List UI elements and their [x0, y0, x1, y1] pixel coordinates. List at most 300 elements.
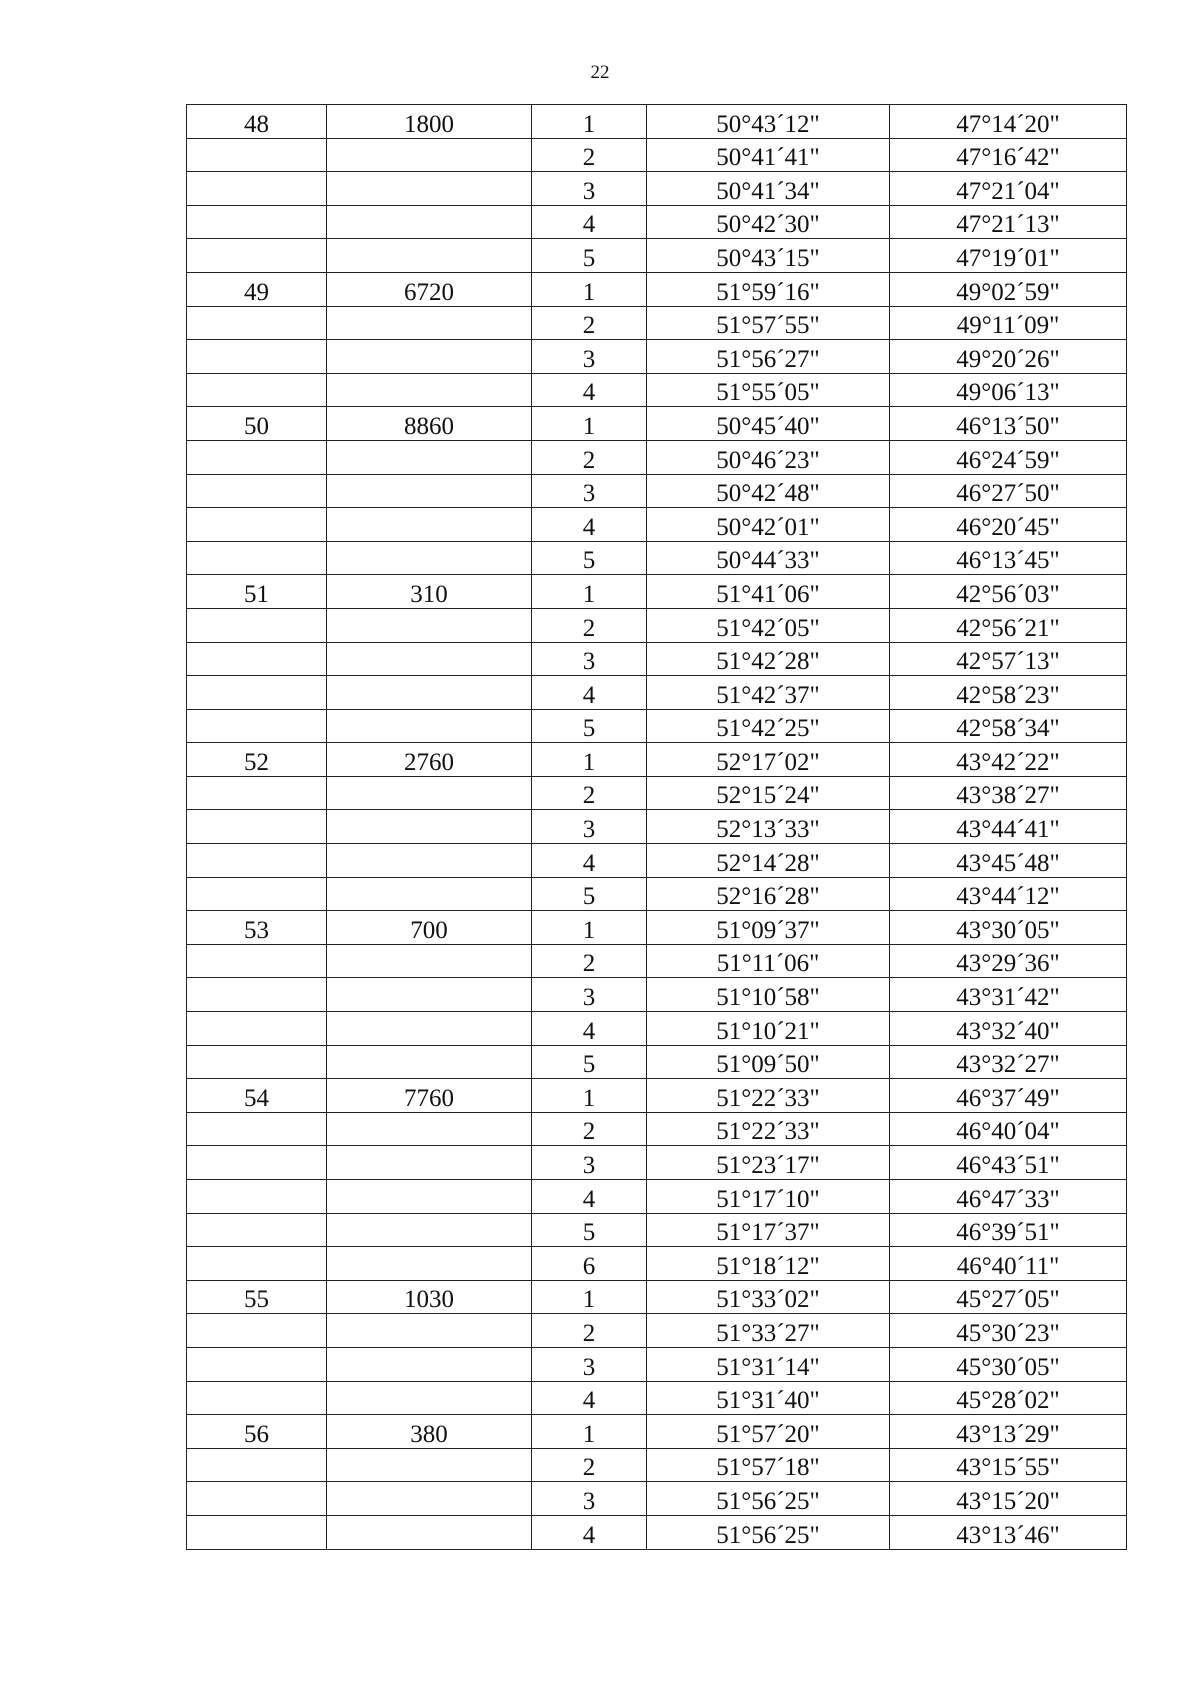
table-row [187, 642, 1127, 676]
table-row [187, 743, 1127, 777]
point-number-cell-text: 5 [582, 1051, 596, 1079]
area-cell [327, 272, 532, 306]
point-number-cell-text: 4 [582, 1185, 596, 1213]
plot-number-cell [187, 676, 327, 710]
plot-number-cell [187, 877, 327, 911]
point-number-cell-text: 4 [582, 1387, 596, 1415]
table-row [187, 1347, 1127, 1381]
point-number-cell-text: 3 [582, 345, 596, 373]
latitude-cell-text: 51°17´10" [716, 1185, 820, 1213]
latitude-cell [647, 1482, 890, 1516]
point-number-cell [532, 944, 647, 978]
point-number-cell [532, 877, 647, 911]
plot-number-cell [187, 1280, 327, 1314]
area-cell [327, 205, 532, 239]
table-row [187, 944, 1127, 978]
point-number-cell [532, 138, 647, 172]
latitude-cell-text: 51°09´37" [716, 916, 820, 944]
area-cell-text: 8860 [404, 412, 454, 440]
point-number-cell-text: 5 [582, 883, 596, 911]
plot-number-cell [187, 810, 327, 844]
plot-number-cell-text: 52 [244, 748, 269, 776]
latitude-cell [647, 1180, 890, 1214]
latitude-cell-text: 51°11´06" [716, 950, 820, 978]
point-number-cell [532, 1146, 647, 1180]
point-number-cell-text: 3 [582, 1152, 596, 1179]
latitude-cell [647, 676, 890, 710]
latitude-cell [647, 1347, 890, 1381]
plot-number-cell [187, 911, 327, 945]
point-number-cell-text: 4 [582, 1521, 596, 1549]
longitude-cell-text: 46°27´50" [956, 480, 1060, 508]
point-number-cell-text: 4 [582, 379, 596, 407]
plot-number-cell-text: 48 [244, 110, 269, 138]
point-number-cell [532, 407, 647, 441]
latitude-cell-text: 51°56´27" [716, 345, 820, 373]
table-row [187, 810, 1127, 844]
area-cell [327, 474, 532, 508]
point-number-cell [532, 1180, 647, 1214]
point-number-cell [532, 172, 647, 206]
latitude-cell-text: 51°10´21" [716, 1017, 820, 1045]
table-row [187, 1012, 1127, 1046]
area-cell [327, 608, 532, 642]
plot-number-cell-text: 54 [244, 1084, 269, 1112]
longitude-cell-text: 47°19´01" [956, 244, 1060, 272]
longitude-cell-text: 47°14´20" [956, 110, 1060, 138]
plot-number-cell-text: 49 [244, 278, 269, 306]
table-row [187, 1280, 1127, 1314]
plot-number-cell [187, 306, 327, 340]
table-row [187, 440, 1127, 474]
point-number-cell [532, 1448, 647, 1482]
point-number-cell [532, 474, 647, 508]
latitude-cell-text: 51°33´27" [716, 1319, 820, 1347]
longitude-cell-text: 45°27´05" [956, 1286, 1060, 1314]
longitude-cell-text: 46°47´33" [956, 1185, 1060, 1213]
longitude-cell-text: 43°44´41" [956, 816, 1060, 844]
longitude-cell-text: 43°15´55" [956, 1454, 1060, 1482]
plot-number-cell [187, 272, 327, 306]
table-row [187, 844, 1127, 878]
longitude-cell-text: 46°24´59" [956, 446, 1060, 474]
longitude-cell [890, 1415, 1127, 1449]
point-number-cell [532, 709, 647, 743]
plot-number-cell [187, 1213, 327, 1247]
table-row [187, 205, 1127, 239]
latitude-cell [647, 105, 890, 139]
point-number-cell-text: 4 [582, 849, 596, 877]
latitude-cell [647, 474, 890, 508]
latitude-cell [647, 1515, 890, 1549]
longitude-cell-text: 43°15´20" [956, 1487, 1060, 1515]
longitude-cell-text: 42°56´21" [956, 614, 1060, 642]
area-cell [327, 138, 532, 172]
latitude-cell-text: 51°18´12" [716, 1252, 820, 1280]
area-cell [327, 373, 532, 407]
point-number-cell [532, 1213, 647, 1247]
point-number-cell-text: 3 [582, 177, 596, 205]
latitude-cell [647, 1146, 890, 1180]
area-cell [327, 1280, 532, 1314]
point-number-cell [532, 373, 647, 407]
longitude-cell-text: 45°28´02" [956, 1387, 1060, 1415]
plot-number-cell [187, 1012, 327, 1046]
plot-number-cell [187, 608, 327, 642]
latitude-cell-text: 51°42´37" [716, 681, 820, 709]
latitude-cell [647, 373, 890, 407]
plot-number-cell [187, 373, 327, 407]
latitude-cell [647, 306, 890, 340]
latitude-cell-text: 50°46´23" [716, 446, 820, 474]
area-cell [327, 172, 532, 206]
area-cell [327, 911, 532, 945]
area-cell [327, 440, 532, 474]
longitude-cell [890, 508, 1127, 542]
latitude-cell [647, 978, 890, 1012]
longitude-cell [890, 239, 1127, 273]
point-number-cell [532, 1012, 647, 1046]
plot-number-cell [187, 239, 327, 273]
point-number-cell-text: 3 [582, 984, 596, 1012]
plot-number-cell [187, 1247, 327, 1281]
latitude-cell-text: 51°55´05" [716, 379, 820, 407]
area-cell [327, 1180, 532, 1214]
latitude-cell-text: 51°09´50" [716, 1051, 820, 1079]
point-number-cell [532, 676, 647, 710]
longitude-cell [890, 1381, 1127, 1415]
table-row [187, 340, 1127, 374]
table-row [187, 1112, 1127, 1146]
longitude-cell [890, 172, 1127, 206]
point-number-cell-text: 3 [582, 480, 596, 508]
latitude-cell-text: 51°22´33" [716, 1118, 820, 1146]
latitude-cell [647, 1247, 890, 1281]
latitude-cell [647, 1112, 890, 1146]
longitude-cell-text: 43°42´22" [956, 748, 1060, 776]
longitude-cell [890, 474, 1127, 508]
page-number: 22 [590, 62, 610, 83]
area-cell [327, 877, 532, 911]
table-row [187, 1448, 1127, 1482]
longitude-cell-text: 42°56´03" [956, 580, 1060, 608]
table-row [187, 1314, 1127, 1348]
longitude-cell-text: 43°31´42" [956, 984, 1060, 1012]
longitude-cell [890, 1448, 1127, 1482]
longitude-cell [890, 306, 1127, 340]
area-cell [327, 239, 532, 273]
point-number-cell-text: 1 [582, 1420, 596, 1448]
latitude-cell-text: 50°42´01" [716, 513, 820, 541]
longitude-cell-text: 43°13´46" [956, 1521, 1060, 1549]
area-cell [327, 709, 532, 743]
area-cell-text: 1800 [404, 110, 454, 138]
plot-number-cell [187, 1415, 327, 1449]
plot-number-cell [187, 474, 327, 508]
area-cell [327, 1012, 532, 1046]
longitude-cell [890, 205, 1127, 239]
longitude-cell-text: 42°58´23" [956, 681, 1060, 709]
longitude-cell-text: 47°21´04" [956, 177, 1060, 205]
plot-number-cell [187, 642, 327, 676]
point-number-cell-text: 1 [582, 1084, 596, 1112]
table-row [187, 575, 1127, 609]
area-cell [327, 1213, 532, 1247]
area-cell [327, 1515, 532, 1549]
point-number-cell [532, 1112, 647, 1146]
longitude-cell-text: 43°44´12" [956, 883, 1060, 911]
area-cell-text: 7760 [404, 1084, 454, 1112]
table-row [187, 373, 1127, 407]
area-cell [327, 105, 532, 139]
latitude-cell-text: 51°42´05" [716, 614, 820, 642]
longitude-cell [890, 440, 1127, 474]
latitude-cell [647, 508, 890, 542]
longitude-cell [890, 944, 1127, 978]
plot-number-cell [187, 1448, 327, 1482]
plot-number-cell [187, 575, 327, 609]
longitude-cell [890, 1045, 1127, 1079]
plot-number-cell [187, 844, 327, 878]
area-cell-text: 6720 [404, 278, 454, 306]
table-row [187, 776, 1127, 810]
point-number-cell-text: 2 [582, 950, 596, 978]
latitude-cell [647, 440, 890, 474]
latitude-cell-text: 50°41´41" [716, 144, 820, 172]
latitude-cell [647, 877, 890, 911]
plot-number-cell [187, 508, 327, 542]
plot-number-cell-text: 53 [244, 916, 269, 944]
table-row [187, 239, 1127, 273]
latitude-cell [647, 1079, 890, 1113]
point-number-cell-text: 1 [582, 110, 596, 138]
point-number-cell-text: 1 [582, 916, 596, 944]
latitude-cell [647, 776, 890, 810]
longitude-cell-text: 43°30´05" [956, 916, 1060, 944]
longitude-cell [890, 1146, 1127, 1180]
longitude-cell [890, 1079, 1127, 1113]
longitude-cell [890, 978, 1127, 1012]
latitude-cell [647, 1314, 890, 1348]
plot-number-cell [187, 172, 327, 206]
point-number-cell [532, 1381, 647, 1415]
longitude-cell [890, 407, 1127, 441]
longitude-cell-text: 43°13´29" [956, 1420, 1060, 1448]
table-row [187, 306, 1127, 340]
plot-number-cell [187, 1347, 327, 1381]
longitude-cell [890, 1347, 1127, 1381]
area-cell-text: 310 [410, 580, 448, 608]
latitude-cell-text: 51°42´28" [716, 648, 820, 676]
point-number-cell-text: 3 [582, 648, 596, 676]
area-cell-text: 380 [410, 1420, 448, 1448]
longitude-cell-text: 49°11´09" [956, 312, 1060, 340]
longitude-cell-text: 46°20´45" [956, 513, 1060, 541]
plot-number-cell [187, 541, 327, 575]
point-number-cell [532, 1515, 647, 1549]
latitude-cell [647, 541, 890, 575]
point-number-cell-text: 1 [582, 278, 596, 306]
latitude-cell-text: 52°17´02" [716, 748, 820, 776]
area-cell [327, 1482, 532, 1516]
longitude-cell-text: 42°58´34" [956, 715, 1060, 743]
longitude-cell-text: 43°45´48" [956, 849, 1060, 877]
table-row [187, 407, 1127, 441]
table-row [187, 474, 1127, 508]
table-row [187, 138, 1127, 172]
longitude-cell-text: 43°29´36" [956, 950, 1060, 978]
point-number-cell [532, 743, 647, 777]
point-number-cell-text: 4 [582, 1017, 596, 1045]
point-number-cell [532, 541, 647, 575]
plot-number-cell [187, 709, 327, 743]
point-number-cell [532, 1079, 647, 1113]
point-number-cell [532, 978, 647, 1012]
longitude-cell [890, 743, 1127, 777]
latitude-cell [647, 138, 890, 172]
point-number-cell-text: 1 [582, 412, 596, 440]
table-row [187, 1415, 1127, 1449]
latitude-cell [647, 1012, 890, 1046]
area-cell [327, 1045, 532, 1079]
table-row [187, 172, 1127, 206]
plot-number-cell [187, 1314, 327, 1348]
longitude-cell-text: 46°40´04" [956, 1118, 1060, 1146]
latitude-cell-text: 50°42´48" [716, 480, 820, 508]
area-cell-text: 700 [410, 916, 448, 944]
longitude-cell-text: 46°40´11" [956, 1252, 1060, 1280]
plot-number-cell [187, 944, 327, 978]
latitude-cell [647, 642, 890, 676]
area-cell [327, 575, 532, 609]
table-row [187, 1180, 1127, 1214]
longitude-cell-text: 46°43´51" [956, 1152, 1060, 1179]
latitude-cell [647, 272, 890, 306]
area-cell-text: 1030 [404, 1286, 454, 1314]
plot-number-cell [187, 340, 327, 374]
longitude-cell-text: 43°32´40" [956, 1017, 1060, 1045]
area-cell-text: 2760 [404, 748, 454, 776]
latitude-cell [647, 608, 890, 642]
table-row [187, 1079, 1127, 1113]
table-row [187, 1515, 1127, 1549]
point-number-cell [532, 239, 647, 273]
plot-number-cell [187, 978, 327, 1012]
point-number-cell [532, 205, 647, 239]
latitude-cell [647, 1381, 890, 1415]
longitude-cell [890, 844, 1127, 878]
longitude-cell [890, 1012, 1127, 1046]
table-row [187, 877, 1127, 911]
latitude-cell [647, 1213, 890, 1247]
longitude-cell-text: 49°06´13" [956, 379, 1060, 407]
plot-number-cell [187, 1045, 327, 1079]
area-cell [327, 306, 532, 340]
point-number-cell-text: 3 [582, 816, 596, 844]
longitude-cell-text: 43°32´27" [956, 1051, 1060, 1079]
longitude-cell-text: 42°57´13" [956, 648, 1060, 676]
point-number-cell [532, 911, 647, 945]
plot-number-cell-text: 55 [244, 1286, 269, 1314]
plot-number-cell-text: 51 [244, 580, 269, 608]
latitude-cell [647, 239, 890, 273]
point-number-cell [532, 1247, 647, 1281]
plot-number-cell [187, 1079, 327, 1113]
latitude-cell-text: 51°10´58" [716, 984, 820, 1012]
longitude-cell [890, 1213, 1127, 1247]
area-cell [327, 1247, 532, 1281]
plot-number-cell [187, 407, 327, 441]
point-number-cell-text: 5 [582, 715, 596, 743]
latitude-cell-text: 51°56´25" [716, 1487, 820, 1515]
longitude-cell-text: 47°21´13" [956, 211, 1060, 239]
latitude-cell [647, 340, 890, 374]
latitude-cell-text: 51°31´14" [716, 1353, 820, 1381]
point-number-cell-text: 5 [582, 1219, 596, 1247]
table-row [187, 1213, 1127, 1247]
table-row [187, 1045, 1127, 1079]
table-row [187, 676, 1127, 710]
point-number-cell-text: 3 [582, 1487, 596, 1515]
longitude-cell [890, 272, 1127, 306]
area-cell [327, 1079, 532, 1113]
longitude-cell [890, 1180, 1127, 1214]
point-number-cell-text: 2 [582, 144, 596, 172]
latitude-cell-text: 51°42´25" [716, 715, 820, 743]
longitude-cell [890, 776, 1127, 810]
point-number-cell-text: 2 [582, 782, 596, 810]
area-cell [327, 1415, 532, 1449]
longitude-cell-text: 46°37´49" [956, 1084, 1060, 1112]
table-row [187, 1381, 1127, 1415]
point-number-cell [532, 1045, 647, 1079]
latitude-cell-text: 50°43´12" [716, 110, 820, 138]
latitude-cell [647, 1415, 890, 1449]
area-cell [327, 743, 532, 777]
table-row [187, 272, 1127, 306]
point-number-cell [532, 1280, 647, 1314]
latitude-cell-text: 51°59´16" [716, 278, 820, 306]
area-cell [327, 1448, 532, 1482]
point-number-cell [532, 1482, 647, 1516]
plot-number-cell [187, 1146, 327, 1180]
table-row [187, 1146, 1127, 1180]
latitude-cell-text: 51°33´02" [716, 1286, 820, 1314]
latitude-cell-text: 50°45´40" [716, 412, 820, 440]
latitude-cell [647, 1448, 890, 1482]
longitude-cell [890, 810, 1127, 844]
point-number-cell-text: 2 [582, 446, 596, 474]
point-number-cell-text: 4 [582, 681, 596, 709]
table-row [187, 1482, 1127, 1516]
latitude-cell-text: 50°43´15" [716, 244, 820, 272]
plot-number-cell [187, 743, 327, 777]
point-number-cell [532, 1415, 647, 1449]
latitude-cell-text: 51°57´18" [716, 1454, 820, 1482]
point-number-cell [532, 810, 647, 844]
point-number-cell-text: 2 [582, 1454, 596, 1482]
point-number-cell-text: 4 [582, 211, 596, 239]
point-number-cell [532, 575, 647, 609]
longitude-cell-text: 43°38´27" [956, 782, 1060, 810]
point-number-cell-text: 4 [582, 513, 596, 541]
area-cell [327, 844, 532, 878]
point-number-cell-text: 6 [582, 1252, 596, 1280]
longitude-cell [890, 1280, 1127, 1314]
point-number-cell-text: 1 [582, 1286, 596, 1314]
area-cell [327, 1381, 532, 1415]
area-cell [327, 1347, 532, 1381]
